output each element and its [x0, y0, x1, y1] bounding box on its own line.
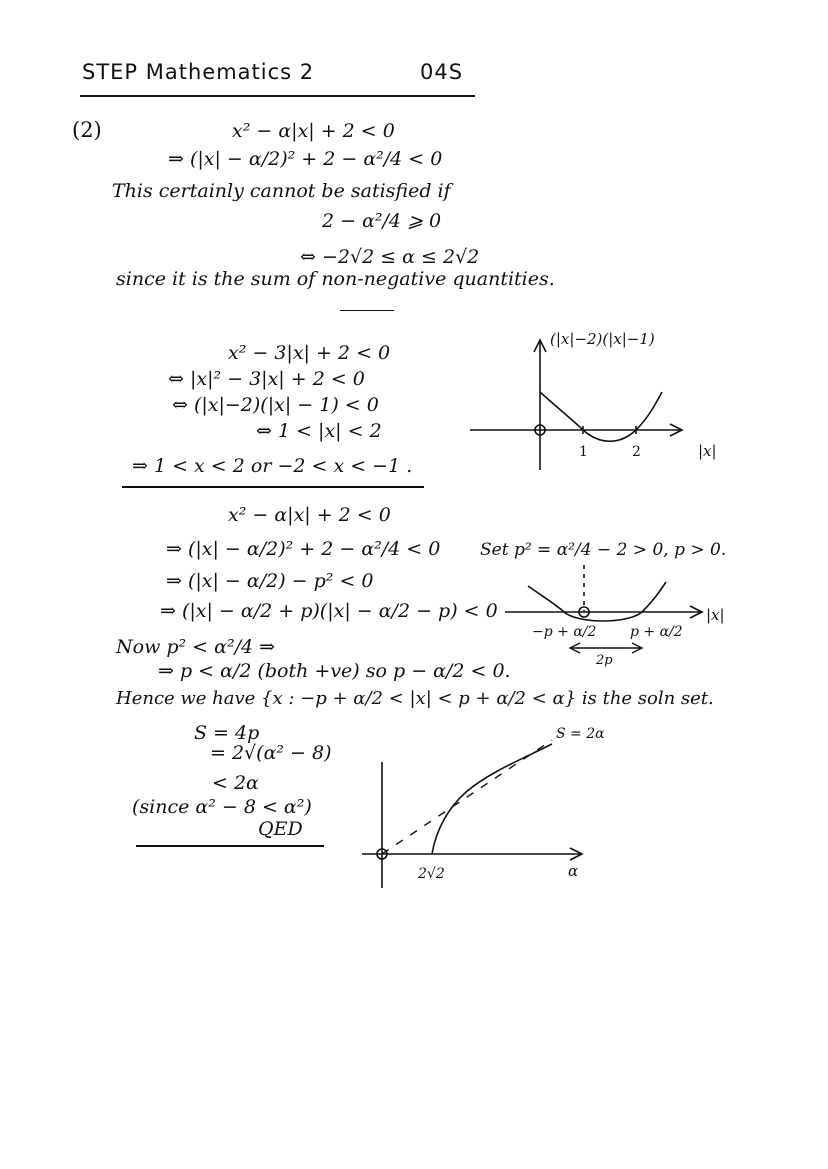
part3-line-4: ⇒ (|x| − α/2 + p)(|x| − α/2 − p) < 0	[160, 600, 498, 622]
part2-separator	[122, 486, 424, 488]
part1-line-1: x² − α|x| + 2 < 0	[232, 120, 395, 142]
part4-graph-x-label: α	[568, 862, 579, 880]
part4-line-2: = 2√(α² − 8)	[210, 742, 332, 764]
part2-line-1: x² − 3|x| + 2 < 0	[228, 342, 391, 364]
part3-graph-right-root: p + α/2	[630, 624, 683, 640]
part1-line-4: 2 − α²/4 ⩾ 0	[322, 210, 442, 232]
part4-graph-start-label: 2√2	[418, 866, 445, 882]
part4-graph-asymptote-label: S = 2α	[556, 726, 605, 742]
part3-line-1: x² − α|x| + 2 < 0	[228, 504, 391, 526]
part2-line-3: ⇔ (|x|−2)(|x| − 1) < 0	[172, 394, 379, 416]
part3-side-note: Set p² = α²/4 − 2 > 0, p > 0.	[480, 540, 727, 560]
part1-line-3: This certainly cannot be satisfied if	[112, 180, 451, 202]
part2-graph-x-label: |x|	[698, 442, 717, 460]
part4-line-4: (since α² − 8 < α²)	[132, 796, 312, 818]
part2-line-4: ⇔ 1 < |x| < 2	[256, 420, 382, 442]
part3-graph-left-root: −p + α/2	[532, 624, 597, 640]
part3-graph-width-label: 2p	[596, 653, 613, 668]
part3-line-2: ⇒ (|x| − α/2)² + 2 − α²/4 < 0	[166, 538, 441, 560]
part3-line-7: Hence we have {x : −p + α/2 < |x| < p + α/2 < α} is the soln set.	[116, 688, 714, 709]
part3-line-5: Now p² < α²/4 ⇒	[116, 636, 276, 658]
header-underline	[80, 95, 475, 97]
part1-separator	[340, 310, 394, 311]
part3-line-6: ⇒ p < α/2 (both +ve) so p − α/2 < 0.	[158, 660, 511, 682]
part4-separator	[136, 845, 324, 847]
header-title: STEP Mathematics 2	[82, 60, 315, 84]
part3-graph-x-label: |x|	[706, 606, 725, 624]
part3-line-3: ⇒ (|x| − α/2) − p² < 0	[166, 570, 374, 592]
part2-line-2: ⇔ |x|² − 3|x| + 2 < 0	[168, 368, 365, 390]
part4-line-5: QED	[258, 818, 303, 840]
header-code: 04S	[420, 60, 464, 84]
part4-line-1: S = 4p	[194, 722, 260, 744]
question-number: (2)	[72, 118, 102, 142]
part2-graph-tick-2: 2	[632, 444, 641, 460]
part2-graph-tick-1: 1	[579, 444, 588, 460]
part2-graph-y-label: (|x|−2)(|x|−1)	[550, 330, 655, 348]
part1-line-6: since it is the sum of non-negative quantities.	[116, 268, 555, 290]
part2-line-5: ⇒ 1 < x < 2 or −2 < x < −1 .	[132, 455, 413, 477]
part1-line-2: ⇒ (|x| − α/2)² + 2 − α²/4 < 0	[168, 148, 443, 170]
part4-line-3: < 2α	[212, 772, 259, 794]
part1-line-5: ⇔ −2√2 ≤ α ≤ 2√2	[300, 246, 480, 268]
